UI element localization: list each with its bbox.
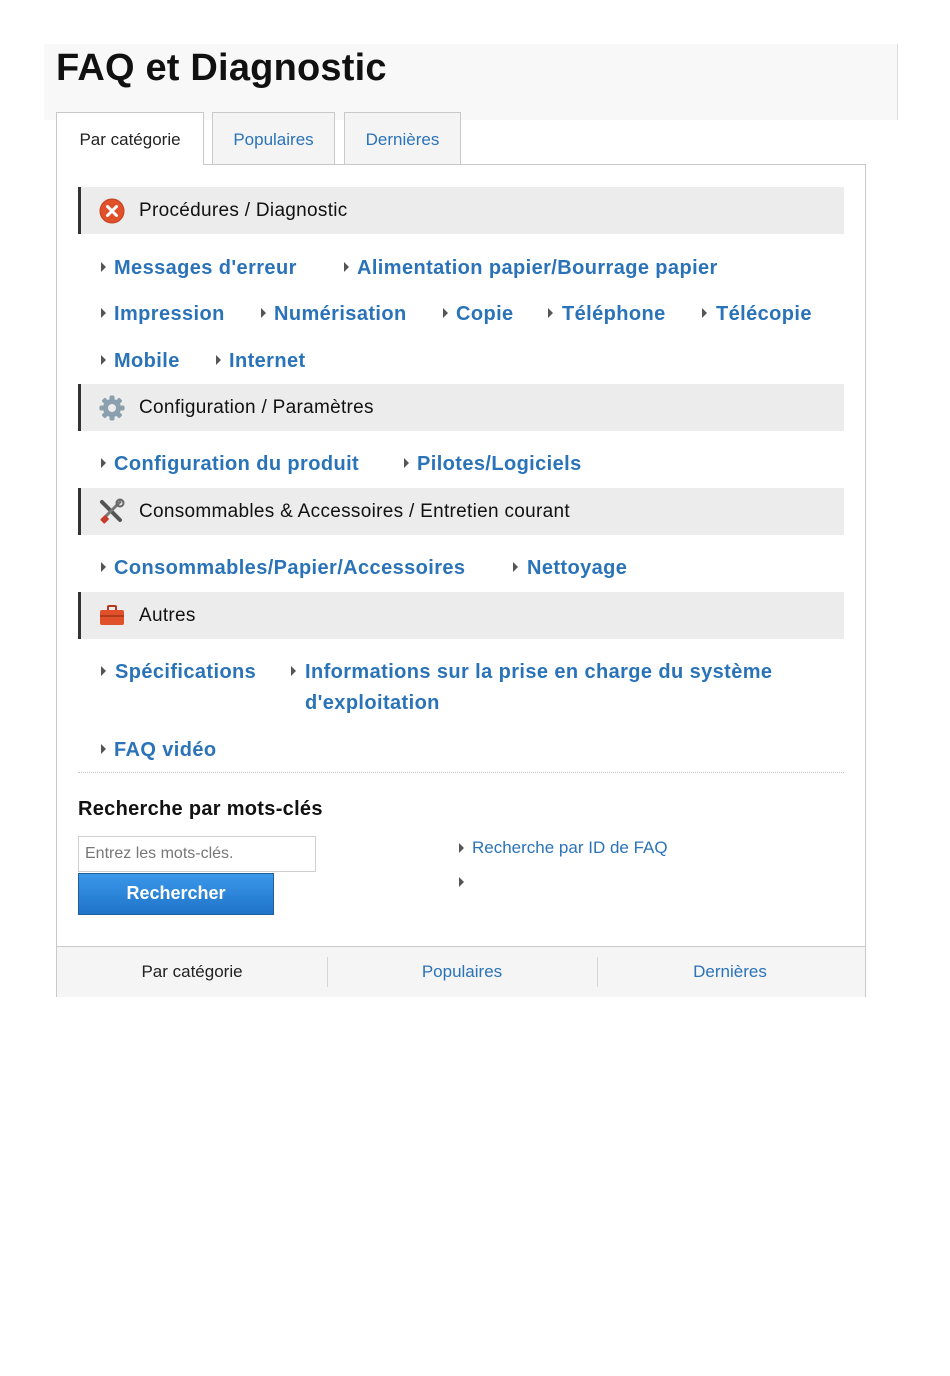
arrow-icon [459,843,464,853]
link-nettoyage[interactable]: Nettoyage [527,557,628,579]
arrow-icon [344,262,349,272]
arrow-icon [459,877,464,887]
bottom-nav-dernieres[interactable]: Dernières [693,962,767,981]
arrow-icon [101,744,106,754]
section-autres [78,592,844,639]
link-internet[interactable]: Internet [229,350,306,372]
header-edge [897,44,898,120]
link-impression[interactable]: Impression [114,303,225,325]
link-specifications[interactable]: Spécifications [115,661,257,683]
section-configuration [78,384,844,431]
link-telecopie[interactable]: Télécopie [716,303,812,325]
link-copie[interactable]: Copie [456,303,514,325]
arrow-icon [548,308,553,318]
arrow-icon [101,666,106,676]
arrow-icon [404,458,409,468]
link-configuration-produit[interactable]: Configuration du produit [114,453,360,475]
divider [78,772,844,773]
section-title: Procédures / Diagnostic [139,200,348,221]
arrow-icon [261,308,266,318]
link-informations-prise-en-charge[interactable]: Informations sur la prise en charge du système [305,661,773,683]
error-x-icon [98,197,126,225]
arrow-icon [101,562,106,572]
link-consommables-papier[interactable]: Consommables/Papier/Accessoires [114,557,466,579]
section-title: Configuration / Paramètres [139,397,374,418]
gear-icon [98,394,126,422]
arrow-icon [101,308,106,318]
arrow-icon [216,355,221,365]
arrow-icon [101,355,106,365]
link-pilotes-logiciels[interactable]: Pilotes/Logiciels [417,453,582,475]
section-title: Autres [139,605,196,626]
link-numerisation[interactable]: Numérisation [274,303,407,325]
tools-icon [98,498,126,526]
section-title: Consommables & Accessoires / Entretien courant [139,501,570,522]
link-telephone[interactable]: Téléphone [562,303,666,325]
link-recherche-id-faq[interactable]: Recherche par ID de FAQ [472,838,668,857]
keyword-search-title: Recherche par mots-clés [78,798,323,820]
bottom-nav-populaires[interactable]: Populaires [421,962,503,981]
tab-populaires[interactable]: Populaires [212,112,335,164]
arrow-icon [101,458,106,468]
link-mobile[interactable]: Mobile [114,350,180,372]
arrow-icon [513,562,518,572]
arrow-icon [101,262,106,272]
keyword-search-input[interactable] [78,836,316,872]
search-button[interactable]: Rechercher [78,873,274,915]
arrow-icon [443,308,448,318]
bottom-nav-par-categorie[interactable]: Par catégorie [141,962,243,981]
page-title: FAQ et Diagnostic [56,47,387,89]
section-consommables [78,488,844,535]
link-messages-erreur[interactable]: Messages d'erreur [114,257,297,279]
toolbox-icon [98,602,126,630]
tab-dernieres[interactable]: Dernières [344,112,461,164]
section-procedures [78,187,844,234]
link-alimentation-papier[interactable]: Alimentation papier/Bourrage papier [357,257,718,279]
link-faq-video[interactable]: FAQ vidéo [114,739,217,761]
bottom-nav [57,946,865,997]
link-informations-prise-en-charge-line2[interactable]: d'exploitation [305,692,440,714]
tab-par-categorie[interactable]: Par catégorie [56,112,204,165]
arrow-icon [702,308,707,318]
arrow-icon [291,666,296,676]
